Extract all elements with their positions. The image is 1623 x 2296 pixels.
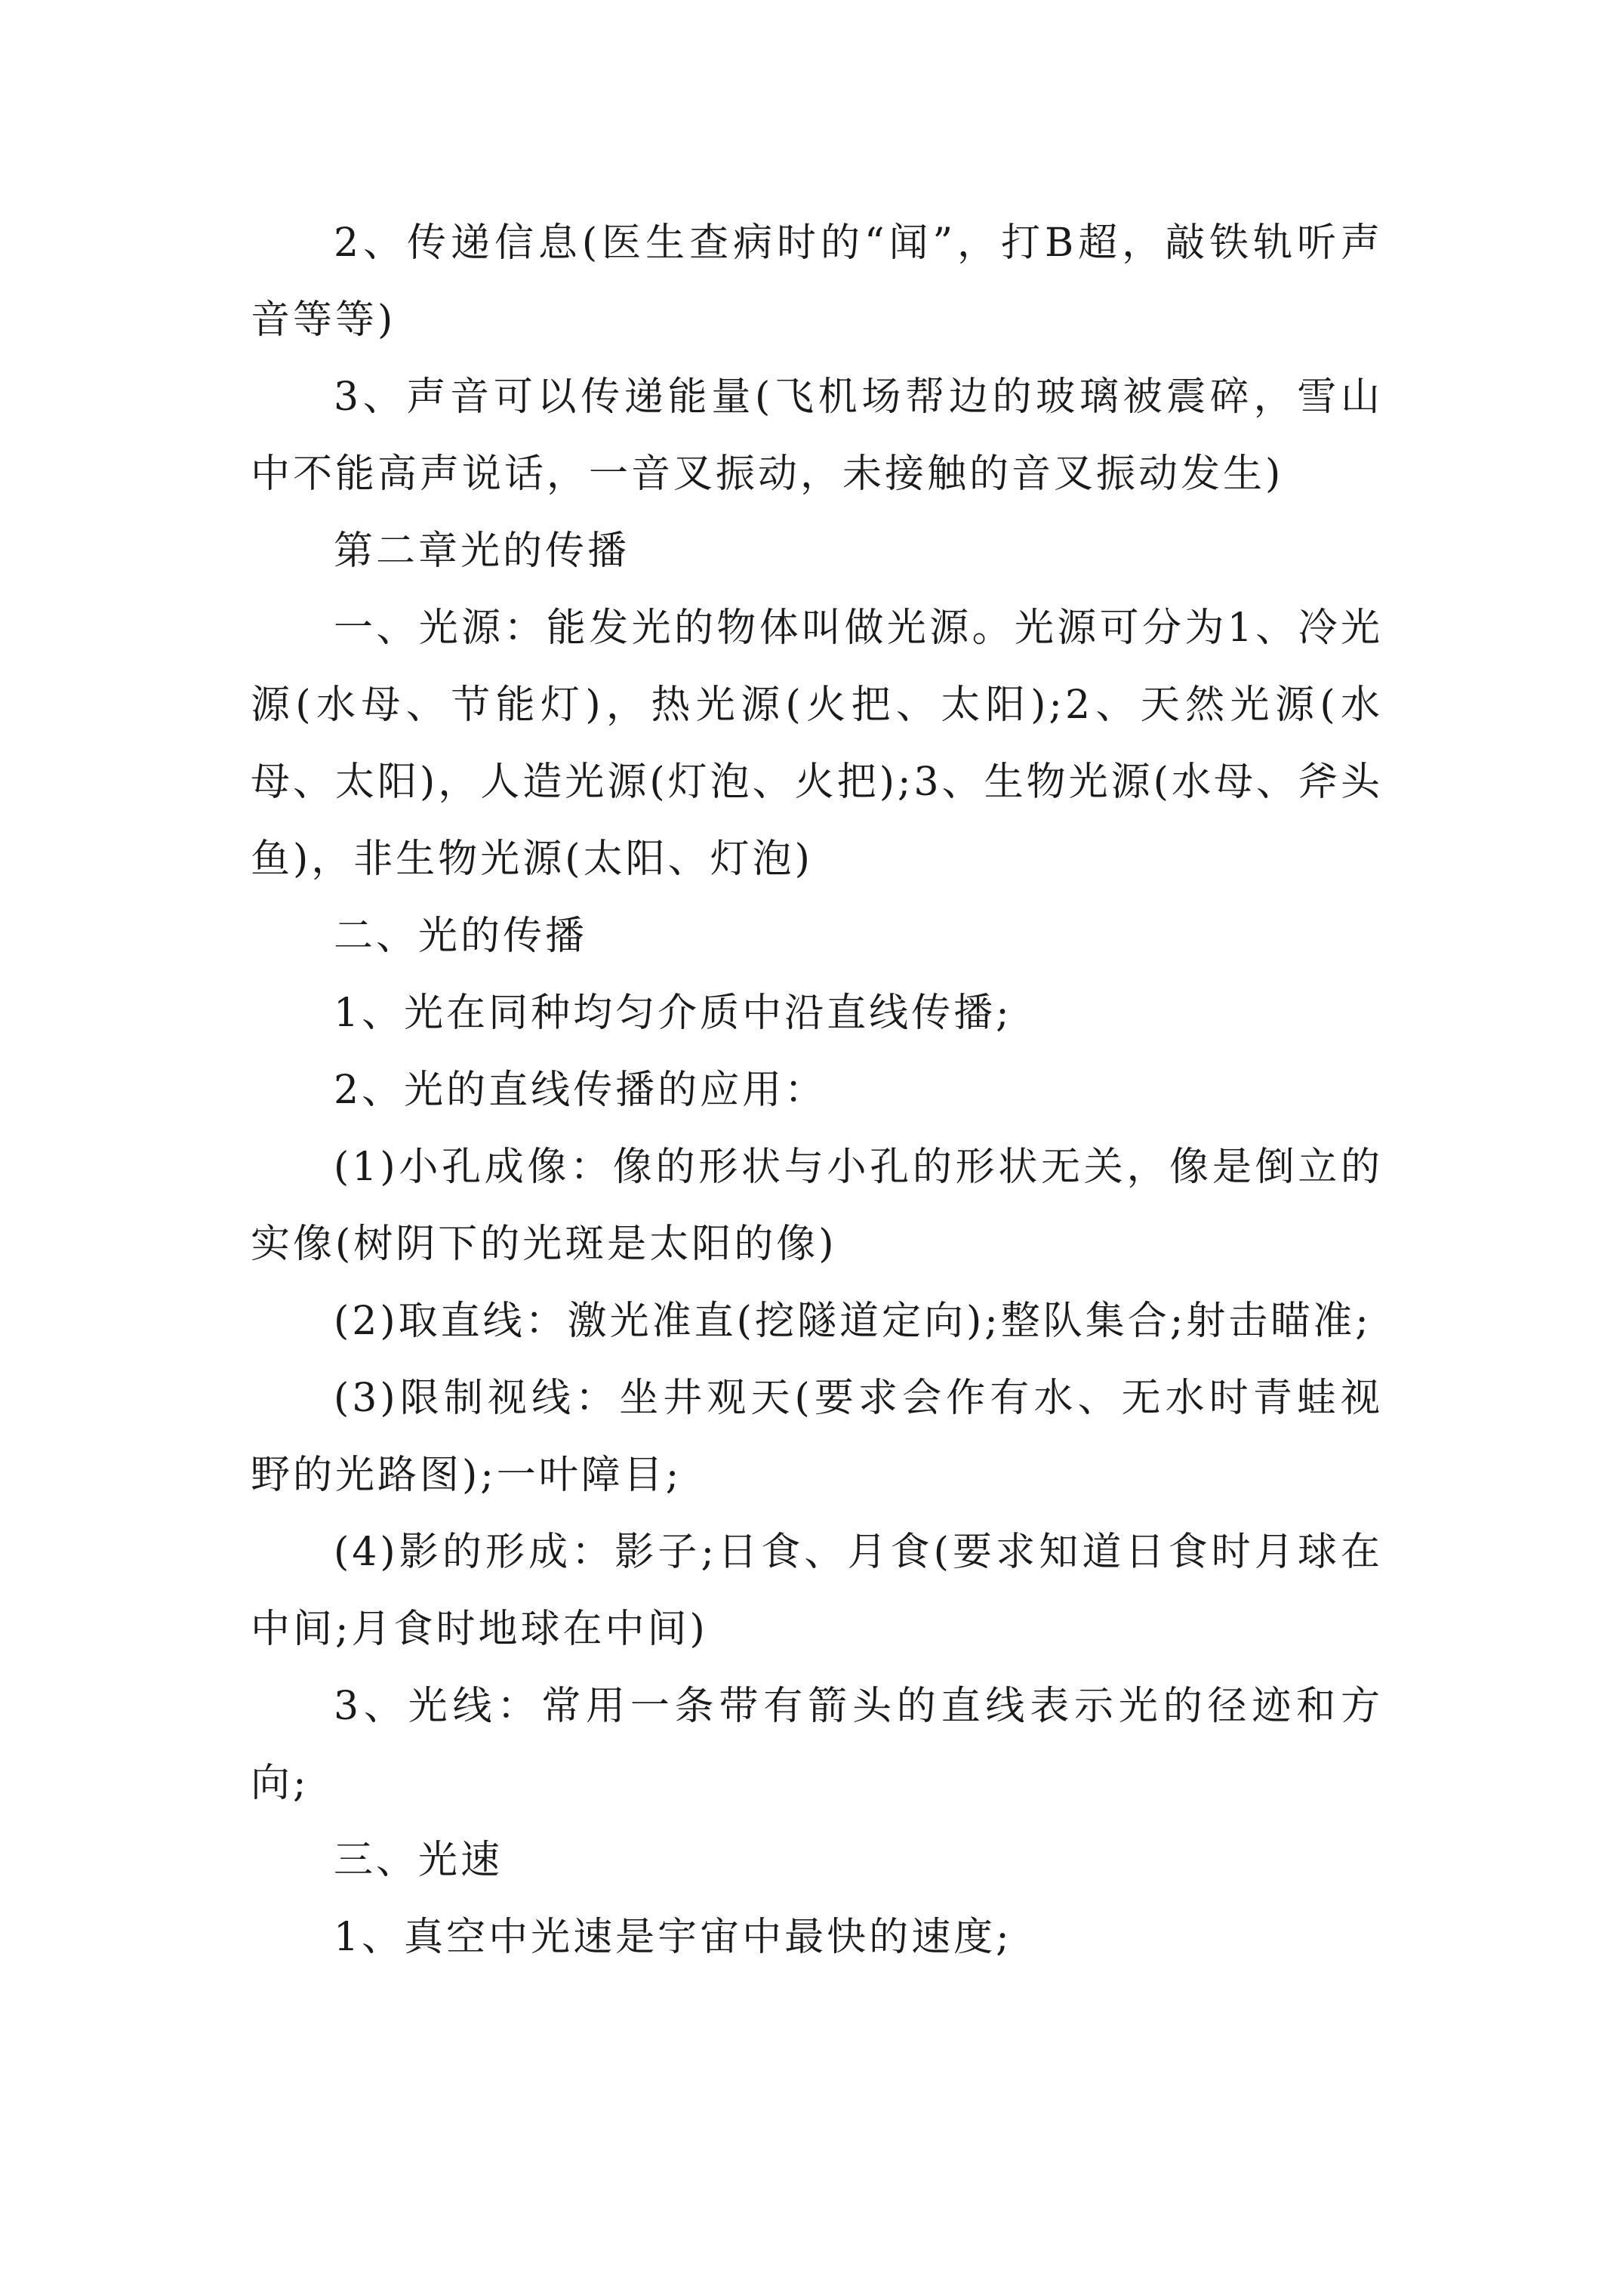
paragraph-pinhole-imaging: (1)小孔成像：像的形状与小孔的形状无关，像是倒立的实像(树阴下的光斑是太阳的像)	[251, 1145, 1383, 1267]
paragraph-applications-heading: 2、光的直线传播的应用：	[334, 1068, 827, 1113]
paragraph-shadow-formation: (4)影的形成：影子;日食、月食(要求知道日食时月球在中间;月食时地球在中间)	[251, 1530, 1383, 1652]
paragraph-sound-energy: 3、声音可以传递能量(飞机场帮边的玻璃被震碎，雪山中不能高声说话，一音叉振动，未接触的音叉振动发生)	[251, 374, 1383, 497]
paragraph-sound-information: 2、传递信息(医生查病时的“闻”，打B超，敲铁轨听声音等等)	[251, 220, 1383, 343]
paragraph-alignment: (2)取直线：激光准直(挖隧道定向);整队集合;射击瞄准;	[334, 1299, 1372, 1344]
chapter-heading-light-propagation: 第二章光的传播	[334, 529, 630, 574]
document-body	[251, 205, 1383, 1976]
paragraph-light-ray: 3、光线：常用一条带有箭头的直线表示光的径迹和方向;	[251, 1684, 1383, 1806]
paragraph-straight-line-propagation: 1、光在同种均匀介质中沿直线传播;	[334, 991, 1012, 1036]
section-heading-light-propagation: 二、光的传播	[334, 914, 588, 959]
section-heading-light-speed: 三、光速	[334, 1838, 504, 1883]
paragraph-vacuum-light-speed: 1、真空中光速是宇宙中最快的速度;	[334, 1915, 1012, 1960]
paragraph-limited-view: (3)限制视线：坐井观天(要求会作有水、无水时青蛙视野的光路图);一叶障目;	[251, 1376, 1383, 1498]
paragraph-light-sources: 一、光源：能发光的物体叫做光源。光源可分为1、冷光源(水母、节能灯)，热光源(火把、太阳);2、天然光源(水母、太阳)，人造光源(灯泡、火把);3、生物光源(水母、斧头鱼)，非生物光源(太阳、灯泡)	[251, 606, 1383, 882]
